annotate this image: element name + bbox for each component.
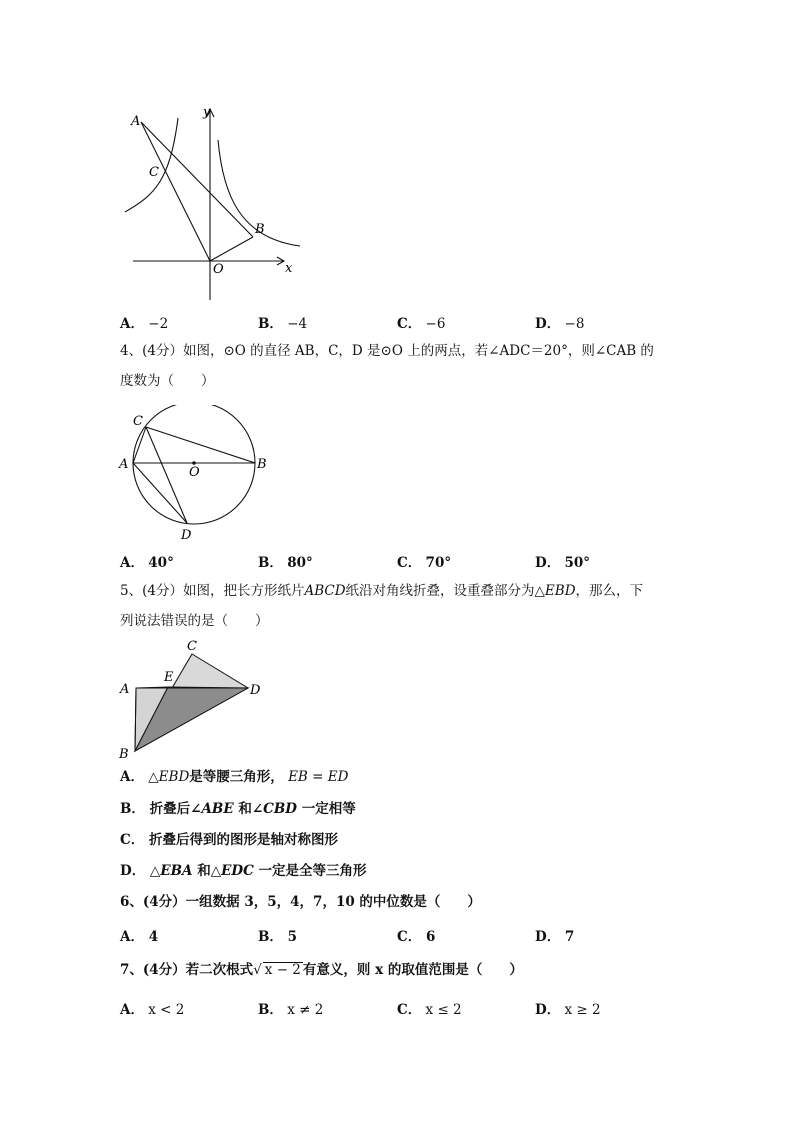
label-y: y: [203, 105, 211, 120]
option-letter: A．: [120, 1002, 144, 1018]
option-text: 和∠: [238, 801, 264, 817]
option-value: −6: [425, 316, 446, 332]
option-letter: D．: [535, 555, 561, 571]
q4-option-d[interactable]: [535, 551, 590, 571]
option-value: x ≤ 2: [425, 1002, 462, 1018]
option-math: EDC: [221, 863, 254, 879]
option-letter: A．: [120, 769, 144, 785]
q6-option-a[interactable]: [120, 925, 158, 945]
q4-stem-line2: 度数为（ ）: [120, 373, 215, 389]
label-C: C: [149, 165, 159, 180]
label-A: A: [131, 114, 141, 129]
option-math: ABE: [201, 801, 234, 817]
q4-figure: [115, 405, 275, 545]
q7-stem-part: 7、(4分）若二次根式: [120, 962, 254, 978]
q5-stem-line2: 列说法错误的是（ ）: [120, 613, 269, 629]
option-letter: C．: [120, 832, 145, 848]
q7-option-d[interactable]: [535, 998, 601, 1018]
option-text: 和△: [197, 863, 222, 879]
q5-stem-math: △EBD: [534, 583, 576, 599]
option-math: EBA: [160, 863, 193, 879]
option-letter: C．: [397, 555, 422, 571]
option-letter: A．: [120, 316, 144, 332]
option-value: −4: [287, 316, 308, 332]
q7-stem: [120, 961, 523, 979]
label-A: A: [120, 682, 130, 697]
q5-stem-part: 纸沿对角线折叠，设重叠部分为: [345, 583, 535, 599]
option-value: 5: [287, 929, 298, 945]
option-text: 折叠后∠: [149, 801, 202, 817]
option-letter: C．: [397, 316, 422, 332]
segment-AO: [141, 122, 210, 261]
q5-option-d[interactable]: [120, 862, 367, 880]
option-letter: B．: [120, 801, 145, 817]
q5-option-c[interactable]: [120, 831, 338, 849]
q6-stem: 6、(4分）一组数据 3，5，4，7，10 的中位数是（ ）: [120, 894, 481, 910]
option-letter: D．: [120, 863, 146, 879]
label-C: C: [187, 639, 197, 654]
option-value: 50°: [564, 555, 591, 571]
option-value: −2: [148, 316, 169, 332]
option-text: △: [149, 863, 161, 879]
option-value: x < 2: [148, 1002, 185, 1018]
q6-option-c[interactable]: [397, 925, 435, 945]
chord-CD: [146, 427, 187, 523]
label-D: D: [181, 528, 192, 543]
q7-option-c[interactable]: [397, 998, 462, 1018]
option-letter: D．: [535, 1002, 561, 1018]
option-value: −8: [564, 316, 585, 332]
option-value: 7: [564, 929, 575, 945]
q5-option-b[interactable]: [120, 800, 356, 818]
q7-option-b[interactable]: [258, 998, 323, 1018]
q7-option-a[interactable]: [120, 998, 184, 1018]
q3-option-d[interactable]: [535, 312, 584, 332]
option-letter: B．: [258, 316, 283, 332]
option-letter: C．: [397, 1002, 422, 1018]
option-value: 40°: [148, 555, 174, 571]
label-O: O: [189, 465, 200, 480]
q4-option-a[interactable]: [120, 551, 174, 571]
option-value: 70°: [425, 555, 452, 571]
label-A: A: [119, 457, 129, 472]
q4-stem-line1: 4、(4分）如图，⊙O 的直径 AB，C，D 是⊙O 上的两点，若∠ADC＝20°，则∠CAB 的: [120, 343, 654, 359]
option-letter: B．: [258, 1002, 283, 1018]
label-O: O: [213, 262, 224, 277]
option-letter: B．: [258, 929, 283, 945]
q5-stem-math: ABCD: [304, 583, 346, 599]
q7-stem-part: 有意义，则 x 的取值范围是（ ）: [302, 962, 523, 978]
option-text: 折叠后得到的图形是轴对称图形: [148, 832, 338, 848]
option-letter: D．: [535, 929, 561, 945]
option-text: △: [148, 769, 159, 785]
option-value: 80°: [287, 555, 313, 571]
option-text: 是等腰三角形，: [189, 769, 284, 785]
label-B: B: [119, 747, 129, 762]
q5-option-a[interactable]: [120, 768, 348, 786]
option-math: EB = ED: [288, 769, 349, 785]
q6-option-b[interactable]: [258, 925, 297, 945]
option-letter: B．: [258, 555, 283, 571]
option-letter: D．: [535, 316, 561, 332]
chord-CB: [146, 427, 255, 463]
option-text: 一定相等: [301, 801, 356, 817]
radicand: x − 2: [264, 962, 301, 978]
q4-option-b[interactable]: [258, 551, 313, 571]
option-math: EBD: [158, 769, 190, 785]
q5-stem-part: 5、(4分）如图，把长方形纸片: [120, 583, 305, 599]
option-value: 6: [425, 929, 436, 945]
q4-option-c[interactable]: [397, 551, 451, 571]
q3-figure: [115, 100, 315, 305]
label-C: C: [133, 414, 143, 429]
option-value: x ≥ 2: [564, 1002, 601, 1018]
label-x: x: [285, 261, 293, 276]
q3-option-c[interactable]: [397, 312, 445, 332]
q5-figure: [115, 638, 275, 763]
label-E: E: [164, 670, 174, 685]
label-B: B: [257, 457, 267, 472]
option-letter: A．: [120, 929, 144, 945]
q5-stem-part: ，那么，下: [575, 583, 644, 599]
q5-stem-line1: [120, 582, 643, 600]
option-letter: C．: [397, 929, 422, 945]
segment-OB: [210, 237, 253, 261]
option-text: 一定是全等三角形: [258, 863, 367, 879]
option-value: x ≠ 2: [287, 1002, 324, 1018]
sqrt-sign: √: [253, 962, 262, 978]
q3-option-a[interactable]: [120, 312, 168, 332]
label-B: B: [255, 222, 265, 237]
q6-option-d[interactable]: [535, 925, 574, 945]
option-letter: A．: [120, 555, 144, 571]
label-D: D: [250, 683, 261, 698]
q3-option-b[interactable]: [258, 312, 307, 332]
option-math: CBD: [263, 801, 298, 817]
option-value: 4: [148, 929, 159, 945]
chord-AC: [133, 427, 146, 463]
